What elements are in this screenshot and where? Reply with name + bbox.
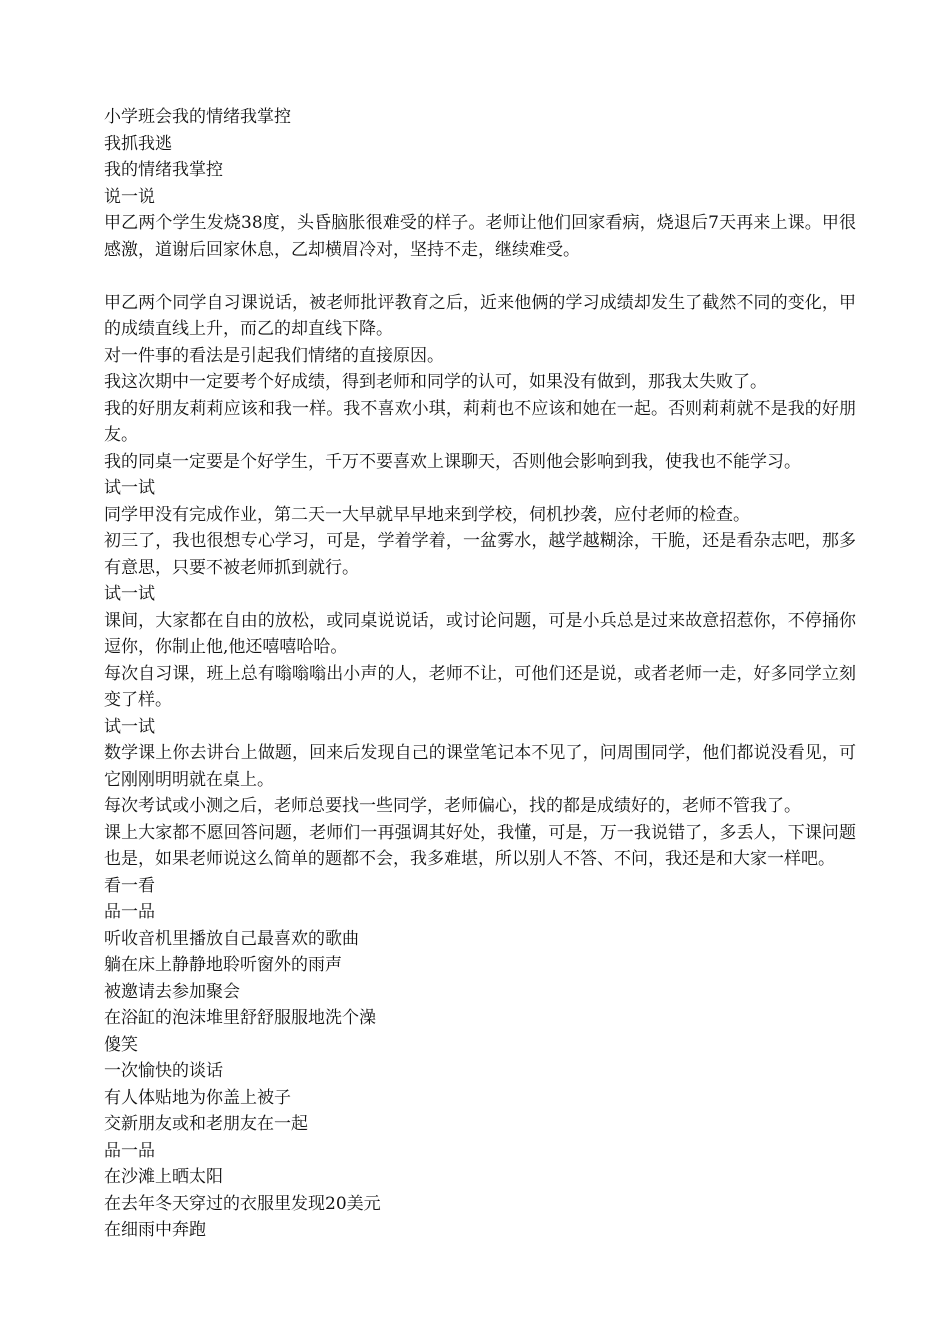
section-heading: 试一试 [104, 478, 155, 498]
list-item: 在沙滩上晒太阳 [104, 1167, 223, 1187]
section-heading: 试一试 [104, 584, 155, 604]
document-body [104, 104, 856, 1244]
paragraph: 同学甲没有完成作业，第二天一大早就早早地来到学校，伺机抄袭，应付老师的检查。 [104, 504, 750, 525]
list-item: 一次愉快的谈话 [104, 1061, 223, 1081]
paragraph: 每次自习课，班上总有嗡嗡嗡出小声的人，老师不让，可他们还是说，或者老师一走，好多同学立刻变了样。 [104, 663, 856, 710]
list-item: 傻笑 [104, 1034, 138, 1055]
paragraph: 我的好朋友莉莉应该和我一样。我不喜欢小琪，莉莉也不应该和她在一起。否则莉莉就不是我的好朋友。 [104, 398, 856, 445]
section-heading: 我的情绪我掌控 [104, 160, 223, 180]
section-heading: 我抓我逃 [104, 133, 172, 154]
section-heading: 品一品 [104, 1140, 155, 1161]
list-item: 在细雨中奔跑 [104, 1220, 206, 1240]
list-item: 在浴缸的泡沫堆里舒舒服服地洗个澡 [104, 1008, 376, 1028]
section-heading: 看一看 [104, 875, 155, 896]
list-item: 在去年冬天穿过的衣服里发现20美元 [104, 1193, 381, 1214]
list-item: 躺在床上静静地聆听窗外的雨声 [104, 955, 342, 975]
paragraph: 我的同桌一定要是个好学生，千万不要喜欢上课聊天，否则他会影响到我，使我也不能学习。 [104, 451, 801, 472]
blank-line [104, 263, 856, 290]
section-heading: 说一说 [104, 186, 155, 207]
paragraph: 数学课上你去讲台上做题，回来后发现自己的课堂笔记本不见了，问周围同学，他们都说没看见，可它刚刚明明就在桌上。 [104, 743, 856, 790]
list-item: 被邀请去参加聚会 [104, 981, 240, 1002]
paragraph: 课上大家都不愿回答问题，老师们一再强调其好处，我懂，可是，万一我说错了，多丢人，下课问题也是，如果老师说这么简单的题都不会，我多难堪，所以别人不答、不问，我还是和大家一样吧。 [104, 822, 856, 869]
list-item: 交新朋友或和老朋友在一起 [104, 1114, 308, 1134]
paragraph: 甲乙两个学生发烧38度，头昏脑胀很难受的样子。老师让他们回家看病，烧退后7天再来上课。甲很感激，道谢后回家休息，乙却横眉冷对，坚持不走，继续难受。 [104, 213, 856, 260]
section-heading: 品一品 [104, 902, 155, 922]
list-item: 听收音机里播放自己最喜欢的歌曲 [104, 928, 359, 949]
paragraph: 对一件事的看法是引起我们情绪的直接原因。 [104, 345, 444, 366]
paragraph: 每次考试或小测之后，老师总要找一些同学，老师偏心，找的都是成绩好的，老师不管我了。 [104, 796, 801, 816]
section-heading: 试一试 [104, 716, 155, 737]
paragraph: 初三了，我也很想专心学习，可是，学着学着，一盆雾水，越学越糊涂，干脆，还是看杂志吧，那多有意思，只要不被老师抓到就行。 [104, 531, 856, 578]
document-title: 小学班会我的情绪我掌控 [104, 107, 291, 127]
paragraph: 甲乙两个同学自习课说话，被老师批评教育之后，近来他俩的学习成绩却发生了截然不同的变化，甲的成绩直线上升，而乙的却直线下降。 [104, 292, 856, 339]
paragraph: 我这次期中一定要考个好成绩，得到老师和同学的认可，如果没有做到，那我太失败了。 [104, 372, 767, 392]
list-item: 有人体贴地为你盖上被子 [104, 1087, 291, 1108]
paragraph: 课间，大家都在自由的放松，或同桌说说话，或讨论问题，可是小兵总是过来故意招惹你，不停捅你逗你，你制止他,他还嘻嘻哈哈。 [104, 610, 856, 657]
